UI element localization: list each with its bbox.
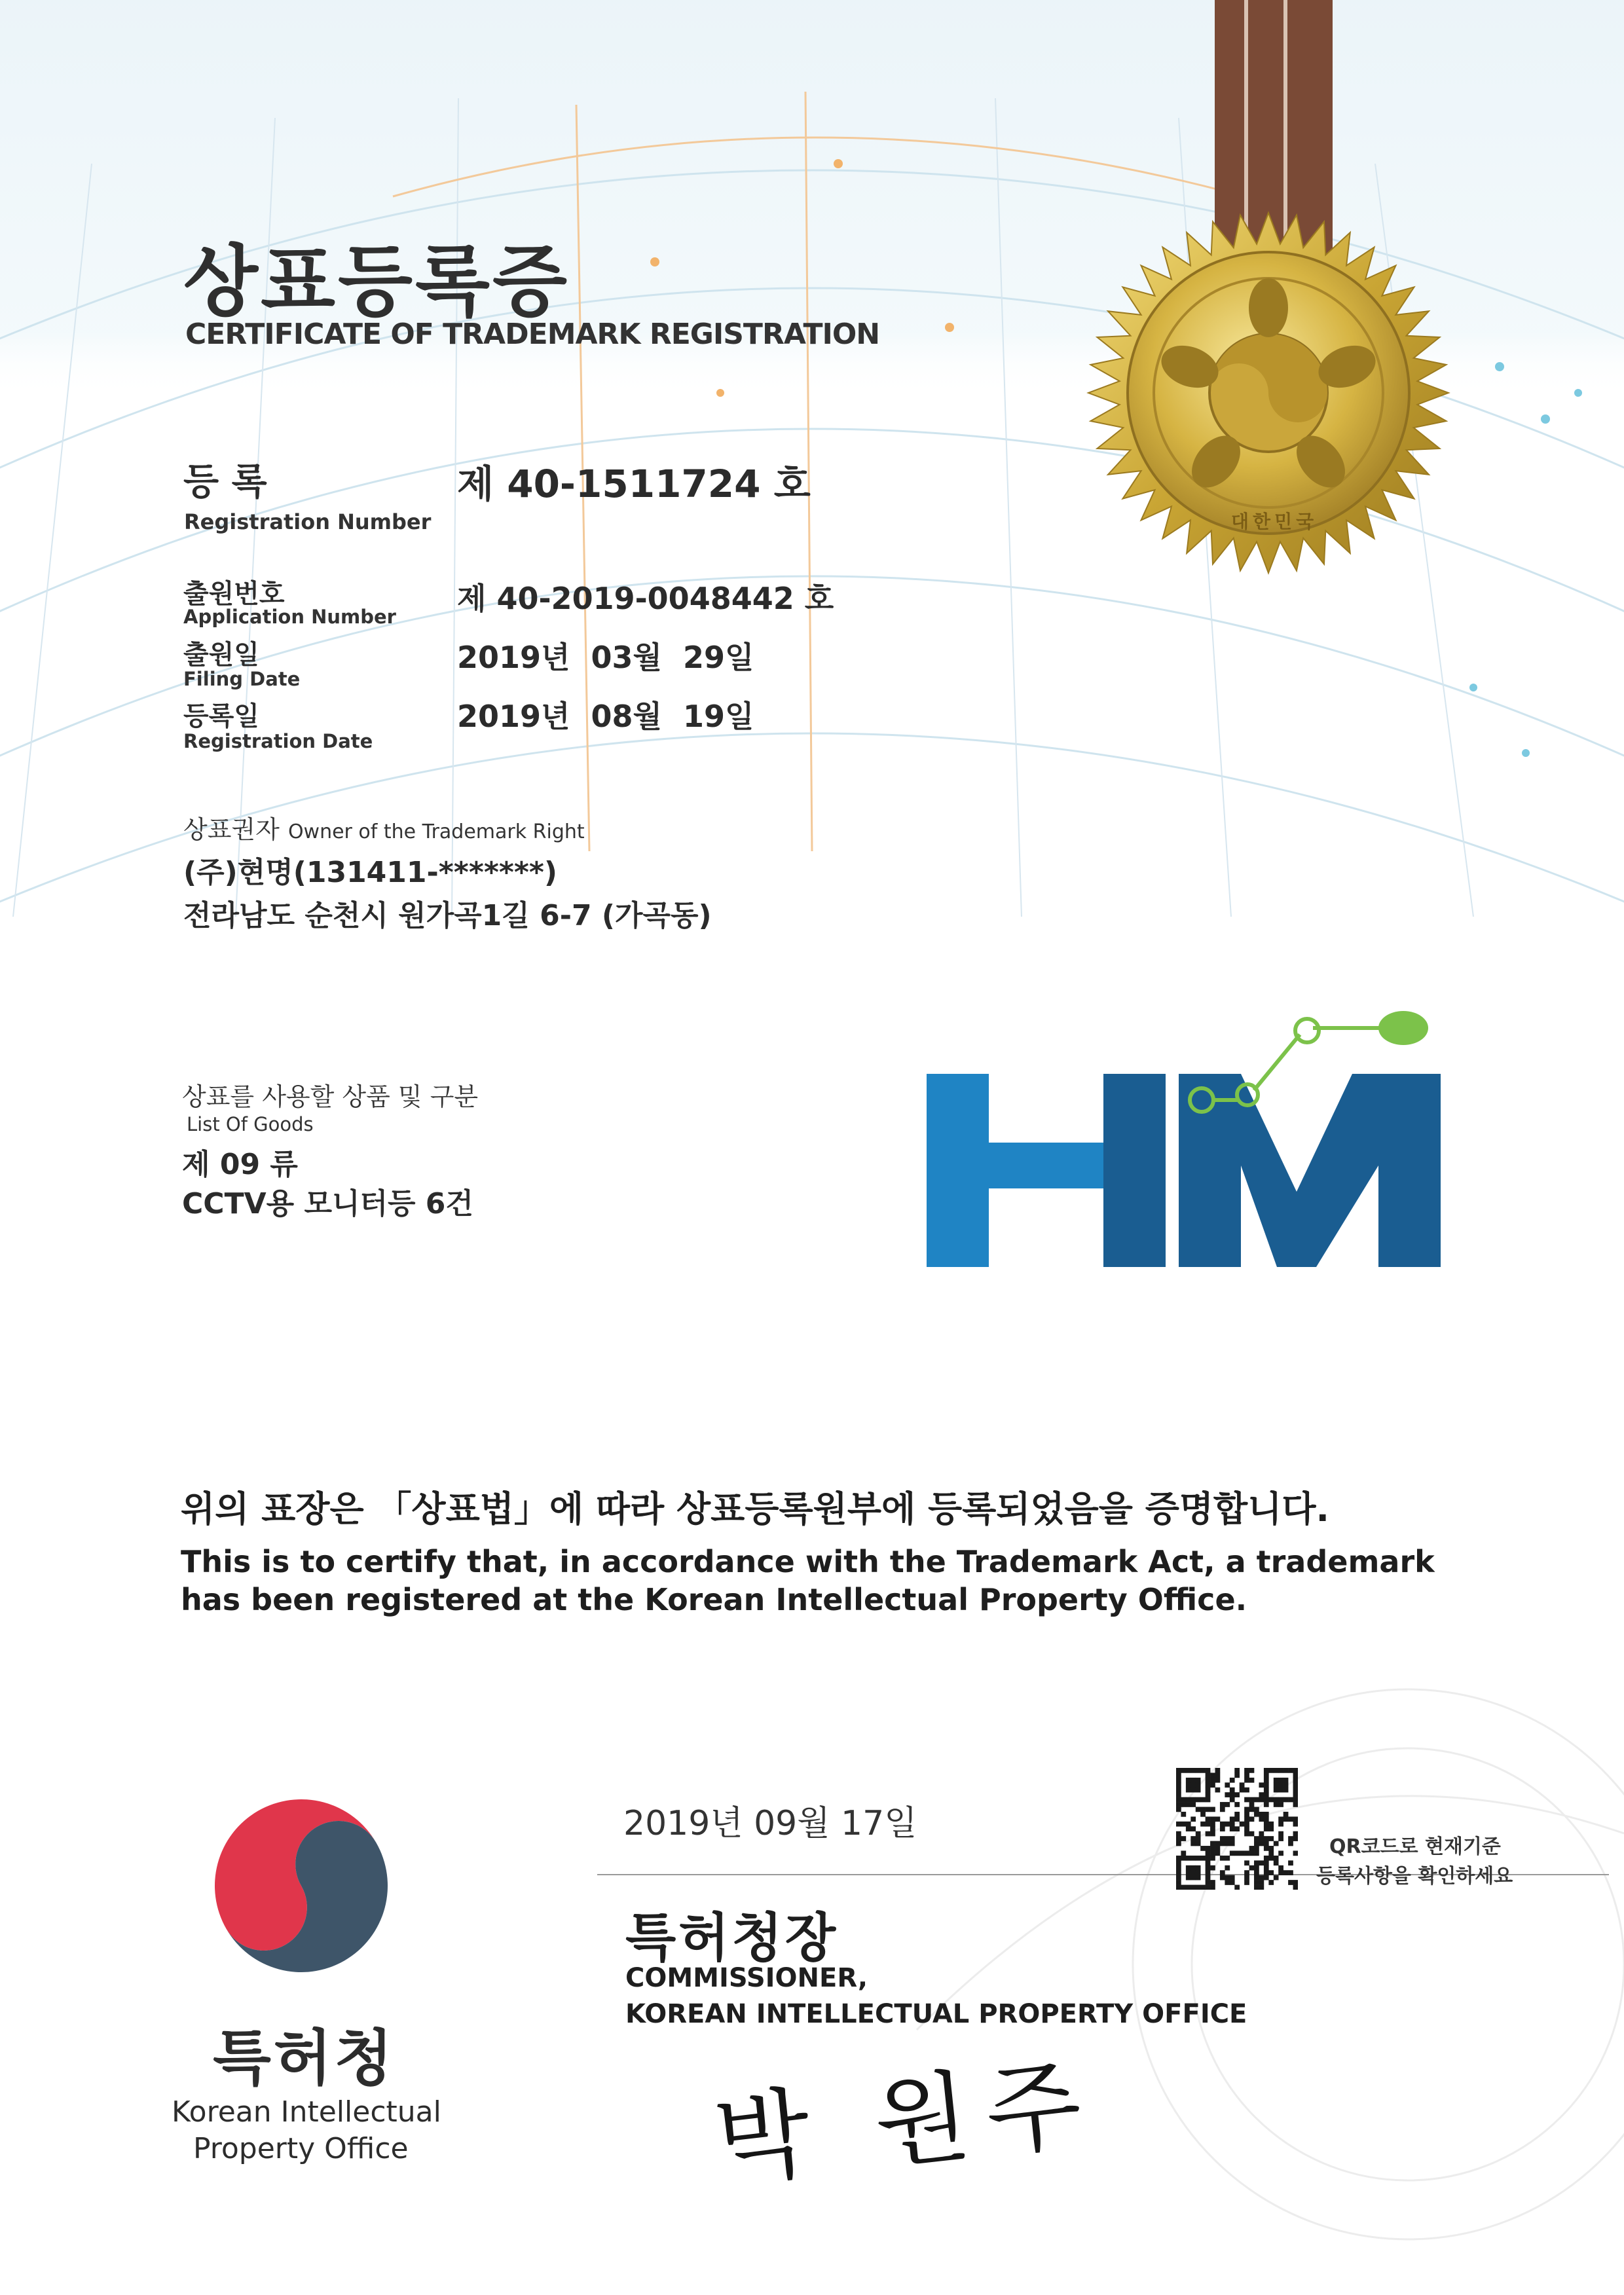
owner-label bbox=[183, 809, 585, 845]
taegeuk-logo bbox=[203, 1788, 399, 1984]
goods-label-ko: 상표를 사용할 상품 및 구분 bbox=[182, 1082, 479, 1111]
registration-date-label-en: Registration Date bbox=[183, 730, 373, 752]
qr-note-line2: 등록사항을 확인하세요 bbox=[1316, 1865, 1513, 1888]
page-title: 상표등록증 bbox=[183, 236, 570, 327]
registration-date-label-ko: 등록일 bbox=[183, 701, 259, 731]
trademark-logo bbox=[910, 1002, 1473, 1290]
commissioner-title-en-line1: COMMISSIONER, bbox=[625, 1963, 868, 1993]
application-number: 제 40-2019-0048442 호 bbox=[457, 581, 834, 616]
kipo-name-en-line1: Korean Intellectual bbox=[172, 2095, 441, 2129]
filing-date-label-ko: 출원일 bbox=[183, 640, 259, 670]
registration-label-ko: 등 록 bbox=[183, 461, 267, 504]
statement-en-line2: has been registered at the Korean Intellectual Property Office. bbox=[181, 1582, 1247, 1617]
registration-date: 2019년 08월 19일 bbox=[457, 699, 754, 734]
seal-text: 대한민국 bbox=[1231, 511, 1318, 532]
owner-address: 전라남도 순천시 원가곡1길 6-7 (가곡동) bbox=[183, 899, 712, 932]
owner-name: (주)현명(131411-*******) bbox=[183, 856, 557, 889]
kipo-name-en-line2: Property Office bbox=[193, 2132, 409, 2165]
statement-ko: 위의 표장은 「상표법」에 따라 상표등록원부에 등록되었음을 증명합니다. bbox=[181, 1488, 1330, 1530]
kipo-name-ko: 특허청 bbox=[213, 2023, 396, 2093]
filing-date: 2019년 03월 29일 bbox=[457, 640, 754, 675]
qr-note-line1: QR코드로 현재기준 bbox=[1329, 1835, 1501, 1858]
goods-class: 제 09 류 bbox=[182, 1148, 298, 1181]
issue-date: 2019년 09월 17일 bbox=[623, 1804, 917, 1843]
application-label-en: Application Number bbox=[183, 606, 396, 628]
filing-date-label-en: Filing Date bbox=[183, 668, 301, 690]
commissioner-title-en-line2: KOREAN INTELLECTUAL PROPERTY OFFICE bbox=[625, 1999, 1247, 2029]
page-subtitle: CERTIFICATE OF TRADEMARK REGISTRATION bbox=[185, 318, 880, 351]
signature: 박 원주 bbox=[709, 2046, 1104, 2200]
qr-code bbox=[1176, 1768, 1298, 1890]
goods-items: CCTV용 모니터등 6건 bbox=[182, 1187, 473, 1221]
registration-label-en: Registration Number bbox=[184, 509, 432, 534]
goods-label-en: List Of Goods bbox=[187, 1113, 314, 1135]
commissioner-title-ko: 특허청장 bbox=[625, 1907, 839, 1968]
owner-label-ko: 상표권자 bbox=[183, 815, 280, 844]
registration-number: 제 40-1511724 호 bbox=[457, 462, 811, 506]
application-label-ko: 출원번호 bbox=[183, 579, 285, 609]
statement-en-line1: This is to certify that, in accordance with the Trademark Act, a trademark bbox=[181, 1544, 1435, 1579]
owner-label-en: Owner of the Trademark Right bbox=[287, 820, 585, 843]
